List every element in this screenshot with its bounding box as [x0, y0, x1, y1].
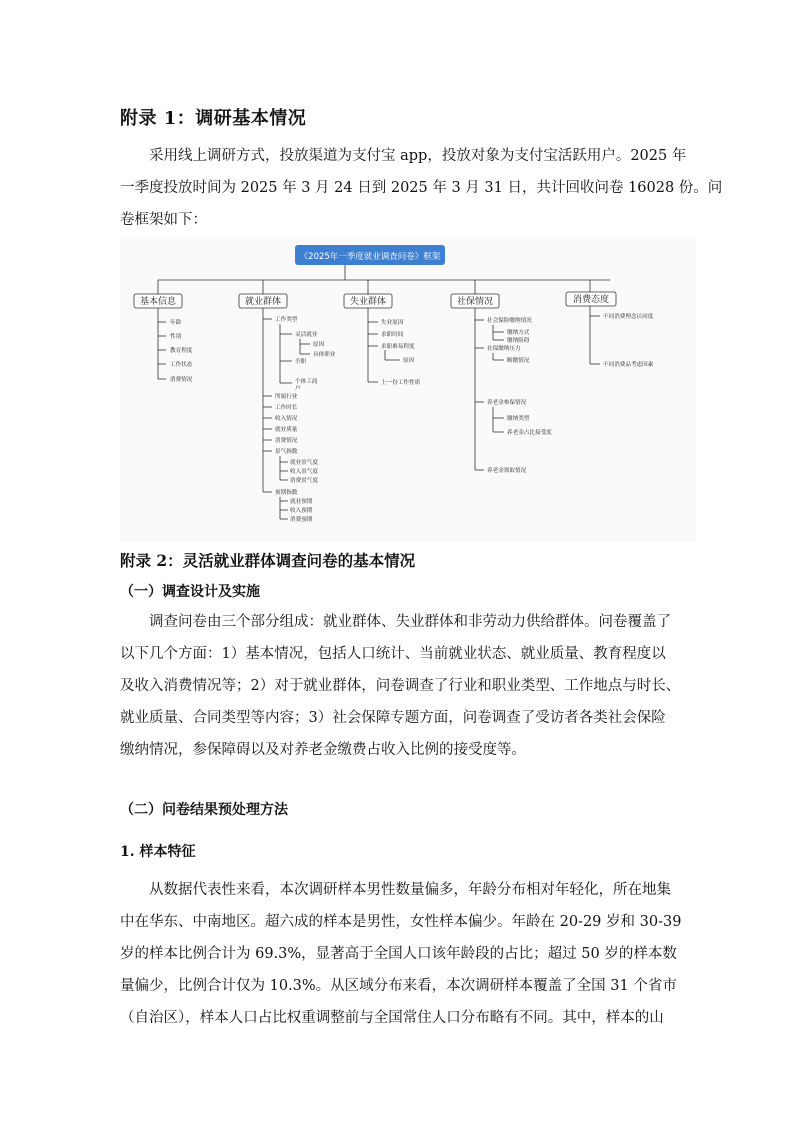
- diagram-item: 预期指数: [275, 490, 298, 496]
- diagram-item: 原因: [313, 342, 325, 348]
- diagram-item: 求职时间: [381, 332, 404, 338]
- diagram-item: 上一份工作性质: [381, 380, 421, 386]
- diagram-item: 具体职业: [313, 352, 336, 358]
- diagram-item: 缴纳方式: [507, 330, 530, 336]
- diagram-item: 缴纳阻碍: [507, 338, 530, 344]
- appendix1-title: 附录 1：调研基本情况: [120, 108, 307, 129]
- diagram-item: 灵活就业: [295, 332, 318, 338]
- diagram-item: 消费情况: [275, 438, 298, 444]
- paragraph-line: 量偏少，比例合计仅为 10.3%。从区域分布来看，本次调研样本覆盖了全国 31 个省市: [120, 978, 677, 994]
- diagram-item: 养老金参保情况: [487, 400, 527, 406]
- diagram-item: 原因: [403, 358, 415, 364]
- diagram-item: 不同消费理念认同度: [603, 314, 654, 320]
- diagram-item: 就业质量: [275, 427, 298, 433]
- diagram-item: 失业原因: [381, 320, 404, 326]
- section1-title: （一）调查设计及实施: [120, 584, 260, 600]
- paragraph-line: 调查问卷由三个部分组成：就业群体、失业群体和非劳动力供给群体。问卷覆盖了: [149, 614, 671, 630]
- paragraph-line: 卷框架如下：: [120, 212, 207, 228]
- diagram-item: 养老金占比接受度: [507, 430, 552, 436]
- diagram-item: 就业景气度: [290, 460, 318, 466]
- appendix1-paragraph: [120, 140, 723, 236]
- category-label: 基本信息: [139, 297, 177, 307]
- diagram-item: 消费情况: [170, 377, 193, 383]
- paragraph-line: 以下几个方面：1）基本情况，包括人口统计、当前就业状态、就业质量、教育程度以: [120, 646, 666, 662]
- diagram-item: 收入景气度: [290, 469, 318, 475]
- diagram-item: 个体工商: [295, 379, 318, 385]
- category-label: 社保情况: [456, 297, 494, 307]
- diagram-item: 工作时长: [275, 405, 298, 411]
- section1-paragraph: [120, 606, 681, 766]
- paragraph-line: 岁的样本比例合计为 69.3%，显著高于全国人口该年龄段的占比；超过 50 岁的样本数: [120, 946, 677, 962]
- diagram-item: 社会保险缴纳情况: [487, 318, 532, 324]
- root-label: 《2025年一季度就业调查问卷》框架: [299, 252, 441, 262]
- paragraph-line: 及收入消费情况等；2）对于就业群体，问卷调查了行业和职业类型、工作地点与时长、: [120, 678, 681, 694]
- diagram-item: 工作类型: [275, 317, 298, 323]
- paragraph-line: 就业质量、合同类型等内容；3）社会保障专题方面，问卷调查了受访者各类社会保险: [120, 710, 666, 726]
- diagram-item: 收入预期: [290, 508, 313, 514]
- diagram-item: 不同消费品考虑因素: [603, 362, 654, 368]
- category-label: 失业群体: [349, 297, 387, 307]
- paragraph-line: （自治区），样本人口占比权重调整前与全国常住人口分布略有不同。其中，样本的山: [120, 1010, 664, 1026]
- diagram-item: 求职难易程度: [381, 344, 415, 350]
- appendix2-title: 附录 2：灵活就业群体调查问卷的基本情况: [120, 551, 416, 570]
- diagram-item: 性别: [170, 334, 182, 340]
- diagram-item: 缴纳类型: [507, 416, 530, 422]
- category-label: 就业群体: [244, 297, 282, 307]
- paragraph-line: 从数据代表性来看，本次调研样本男性数量偏多，年龄分布相对年轻化，所在地集: [149, 882, 671, 898]
- paragraph-line: 采用线上调研方式，投放渠道为支付宝 app，投放对象为支付宝活跃用户。2025 年: [149, 148, 687, 164]
- diagram-item: 教育程度: [170, 348, 193, 354]
- diagram-item: 社保缴纳压力: [487, 346, 521, 352]
- diagram-item: 消费景气度: [290, 478, 318, 484]
- diagram-item: 户: [295, 386, 301, 392]
- questionnaire-framework-diagram: [120, 236, 696, 542]
- diagram-item: 养老金领取情况: [487, 468, 527, 474]
- category-label: 消费态度: [572, 295, 610, 305]
- diagram-item: 工作状态: [170, 362, 193, 368]
- diagram-item: 全职: [295, 359, 307, 365]
- diagram-item: 收入情况: [275, 416, 298, 422]
- paragraph-line: 中在华东、中南地区。超六成的样本是男性，女性样本偏少。年龄在 20-29 岁和 30-39: [120, 914, 682, 930]
- diagram-item: 景气指数: [275, 449, 298, 455]
- subsection1-paragraph: [120, 874, 682, 1034]
- subsection1-title: 1. 样本特征: [120, 844, 196, 860]
- section2-title: （二）问卷结果预处理方法: [120, 802, 288, 818]
- diagram-item: 所属行业: [275, 394, 298, 400]
- diagram-item: 就业预期: [290, 499, 313, 505]
- paragraph-line: 一季度投放时间为 2025 年 3 月 24 日到 2025 年 3 月 31 日，共计回收问卷 16028 份。问: [120, 180, 723, 196]
- paragraph-line: 缴纳情况，参保障碍以及对养老金缴费占收入比例的接受度等。: [120, 742, 526, 758]
- diagram-item: 年龄: [170, 320, 182, 326]
- diagram-item: 断缴情况: [507, 358, 530, 364]
- diagram-item: 消费预期: [290, 517, 313, 523]
